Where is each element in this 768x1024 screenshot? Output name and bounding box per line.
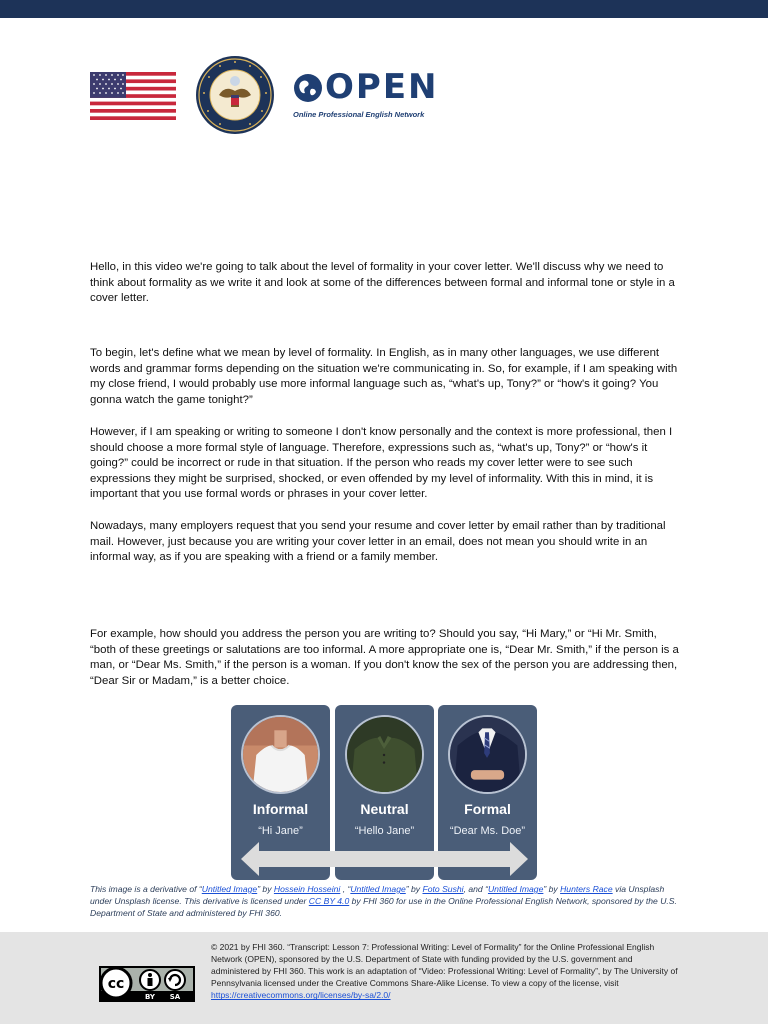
caption-text: ” by <box>257 884 274 894</box>
license-text <box>211 941 681 1001</box>
paragraph-salutation: For example, how should you address the person you are writing to? Should you say, “Hi Mary,” or “Hi Mr. Smith, “both of these greetings or salutations are too informal. A more appropriate one is, “Dear Mr. Smith,” if the person is a man, or “Dear Ms. Smith,” if the person is a woman. If you don't know the sex of the person you are addressing then, “Dear Sir or Madam,” is a better choice. <box>90 628 679 687</box>
open-logo <box>293 67 439 120</box>
caption-text: by FHI 360 for use in the Online Professional English Network, sponsored by the U.S. Department of State and administered by FHI 360. <box>90 896 677 918</box>
formal-label: Formal <box>464 801 511 817</box>
cc-by-4-link[interactable]: CC BY 4.0 <box>308 896 350 906</box>
neutral-person-image <box>345 715 424 794</box>
license-body: © 2021 by FHI 360. “Transcript: Lesson 7: Professional Writing: Level of Formality” for the Online Professional English Network (OPEN), sponsored by the U.S. Department of State with funding provided by the U.S. government and administered by FHI 360. This work is an adaptation of “Video: Professional Writing: Level of Formality”, by The University of Pennsylvania licensed under the Creative Commons Share-Alike License. To view a copy of the license, visit <box>211 942 678 989</box>
globe-icon <box>293 73 323 103</box>
logo-wordmark: OPEN <box>325 67 439 107</box>
formal-example: “Dear Ms. Doe” <box>449 825 526 837</box>
sa-label: SA <box>169 993 181 1001</box>
untitled-image-link-1[interactable]: Untitled Image <box>201 884 258 894</box>
formality-scale-figure <box>231 705 538 880</box>
license-link[interactable]: https://creativecommons.org/licenses/by-sa/2.0/ <box>211 990 391 1001</box>
logo-tagline: Online Professional English Network <box>293 110 425 119</box>
hunters-race-link[interactable]: Hunters Race <box>560 884 613 894</box>
by-label: BY <box>144 993 156 1001</box>
cc-by-sa-license-icon <box>99 966 195 1002</box>
double-arrow-icon <box>241 841 528 877</box>
foto-sushi-link[interactable]: Foto Sushi <box>422 884 464 894</box>
caption-text: ” by <box>543 884 561 894</box>
paragraph-define-formality: To begin, let's define what we mean by level of formality. In English, as in many other languages, we use different words and grammar forms depending on the situation we're communicating in. So, for example, if I am speaking with my close friend, I would probably use more informal language such as, “what's up, Tony?” or “how's it going? You gonna watch the game tonight?” <box>90 347 678 406</box>
formal-person-image <box>448 715 527 794</box>
department-of-state-seal-icon <box>195 55 275 135</box>
caption-text: This image is a derivative of “ <box>90 884 202 894</box>
top-banner-bar <box>0 0 768 18</box>
paragraph-formal-style: However, if I am speaking or writing to someone I don't know personally and the context is more professional, then I should choose a more formal style of language. Therefore, expressions such as, “what's up, Tony?” or “how's it going?” could be incorrect or rude in that situation. If the person who reads my cover letter were to see such expressions they might be surprised, shocked, or even offended by my level of informality. With this in mind, it is important that you use formal words or phrases in your cover letter. <box>90 426 673 501</box>
informal-person-image <box>241 715 320 794</box>
paragraph-intro: Hello, in this video we're going to talk about the level of formality in your cover letter. We'll discuss why we need to think about formality as we write it and look at some of the differences between formal and informal tone or style in a cover letter. <box>90 261 675 305</box>
license-footer <box>0 932 768 1024</box>
informal-example: “Hi Jane” <box>258 825 303 837</box>
neutral-label: Neutral <box>360 801 409 817</box>
neutral-example: “Hello Jane” <box>354 825 415 837</box>
caption-text: , “ <box>340 884 351 894</box>
cc-glyph: cc <box>107 976 125 992</box>
hossein-hosseini-link[interactable]: Hossein Hosseini <box>273 884 341 894</box>
informal-label: Informal <box>252 801 309 817</box>
untitled-image-link-3[interactable]: Untitled Image <box>487 884 544 894</box>
caption-text: , and “ <box>463 884 488 894</box>
caption-text: via Unsplash under Unsplash license. This derivative is licensed under <box>90 884 665 906</box>
caption-text: ” by <box>405 884 423 894</box>
paragraph-email: Nowadays, many employers request that you send your resume and cover letter by email rather than by traditional mail. However, just because you are writing your cover letter in an email, does not mean you should write in an informal way, as if you are speaking with a friend or a family member. <box>90 520 666 564</box>
image-attribution <box>90 883 680 919</box>
us-flag-icon <box>90 72 176 120</box>
untitled-image-link-2[interactable]: Untitled Image <box>350 884 406 894</box>
